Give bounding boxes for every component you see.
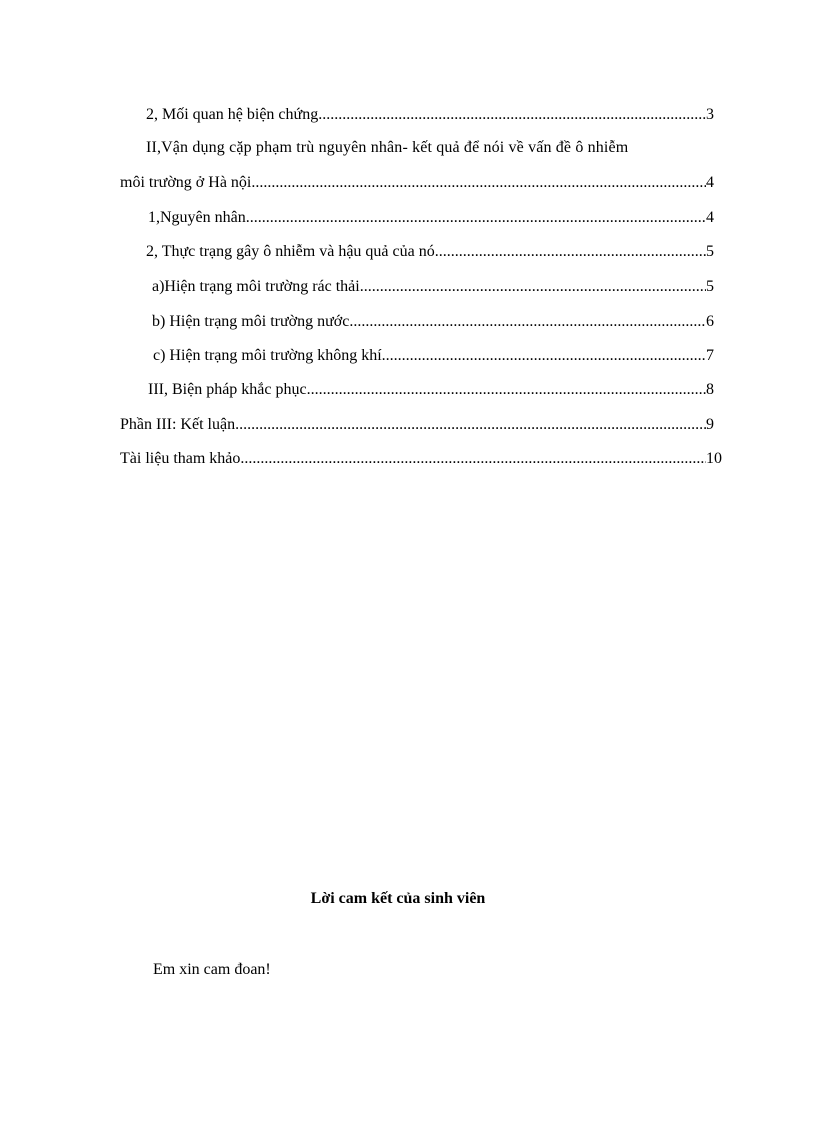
toc-entry-title: 2, Thực trạng gây ô nhiễm và hậu quả của nó bbox=[146, 243, 435, 260]
toc-leader-dots bbox=[382, 345, 706, 367]
toc-entry-title: Tài liệu tham khảo bbox=[120, 450, 241, 467]
toc-leader-dots bbox=[307, 379, 706, 401]
toc-entry-apply bbox=[120, 172, 714, 194]
toc-entry-page: 7 bbox=[706, 347, 714, 364]
toc-leader-dots bbox=[435, 241, 706, 263]
toc-entry-page: 5 bbox=[706, 278, 714, 295]
toc-entry-references bbox=[120, 448, 722, 470]
toc-entry-waste bbox=[152, 276, 714, 298]
toc-entry-causes bbox=[148, 207, 714, 229]
toc-leader-dots bbox=[251, 172, 706, 194]
toc-leader-dots bbox=[349, 311, 706, 333]
toc-entry-relation bbox=[146, 104, 714, 126]
toc-leader-dots bbox=[240, 448, 706, 470]
toc-entry-page: 3 bbox=[706, 106, 714, 123]
toc-entry-page: 8 bbox=[706, 381, 714, 398]
toc-entry-title: 2, Mối quan hệ biện chứng bbox=[146, 106, 319, 123]
toc-entry-page: 10 bbox=[706, 450, 722, 467]
toc-entry-title: 1,Nguyên nhân bbox=[148, 209, 246, 226]
toc-entry-status bbox=[146, 241, 714, 263]
toc-entry-title: môi trường ở Hà nội bbox=[120, 174, 252, 191]
pledge-body: Em xin cam đoan! bbox=[153, 961, 271, 978]
toc-entry-water bbox=[152, 311, 714, 333]
pledge-title: Lời cam kết của sinh viên bbox=[310, 890, 486, 907]
toc-entry-title: c) Hiện trạng môi trường không khí bbox=[153, 347, 382, 364]
toc-leader-dots bbox=[235, 414, 706, 436]
toc-entry-air bbox=[153, 345, 714, 367]
toc-entry-page: 4 bbox=[706, 174, 714, 191]
toc-entry-apply-line1: II,Vận dụng cặp phạm trù nguyên nhân- kết quả để nói về vấn đề ô nhiễm bbox=[146, 139, 629, 156]
toc-entry-page: 6 bbox=[706, 313, 714, 330]
toc-entry-title: III, Biện pháp khắc phục bbox=[148, 381, 307, 398]
toc-entry-title: a)Hiện trạng môi trường rác thải bbox=[152, 278, 360, 295]
toc-leader-dots bbox=[318, 104, 706, 126]
toc-entry-page: 9 bbox=[706, 416, 714, 433]
toc-entry-page: 4 bbox=[706, 209, 714, 226]
toc-entry-remedy bbox=[148, 379, 714, 401]
toc-entry-page: 5 bbox=[706, 243, 714, 260]
toc-leader-dots bbox=[360, 276, 706, 298]
toc-leader-dots bbox=[246, 207, 706, 229]
toc-entry-conclusion bbox=[120, 414, 714, 436]
toc-entry-title: b) Hiện trạng môi trường nước bbox=[152, 313, 350, 330]
toc-entry-title: Phần III: Kết luận bbox=[120, 416, 236, 433]
